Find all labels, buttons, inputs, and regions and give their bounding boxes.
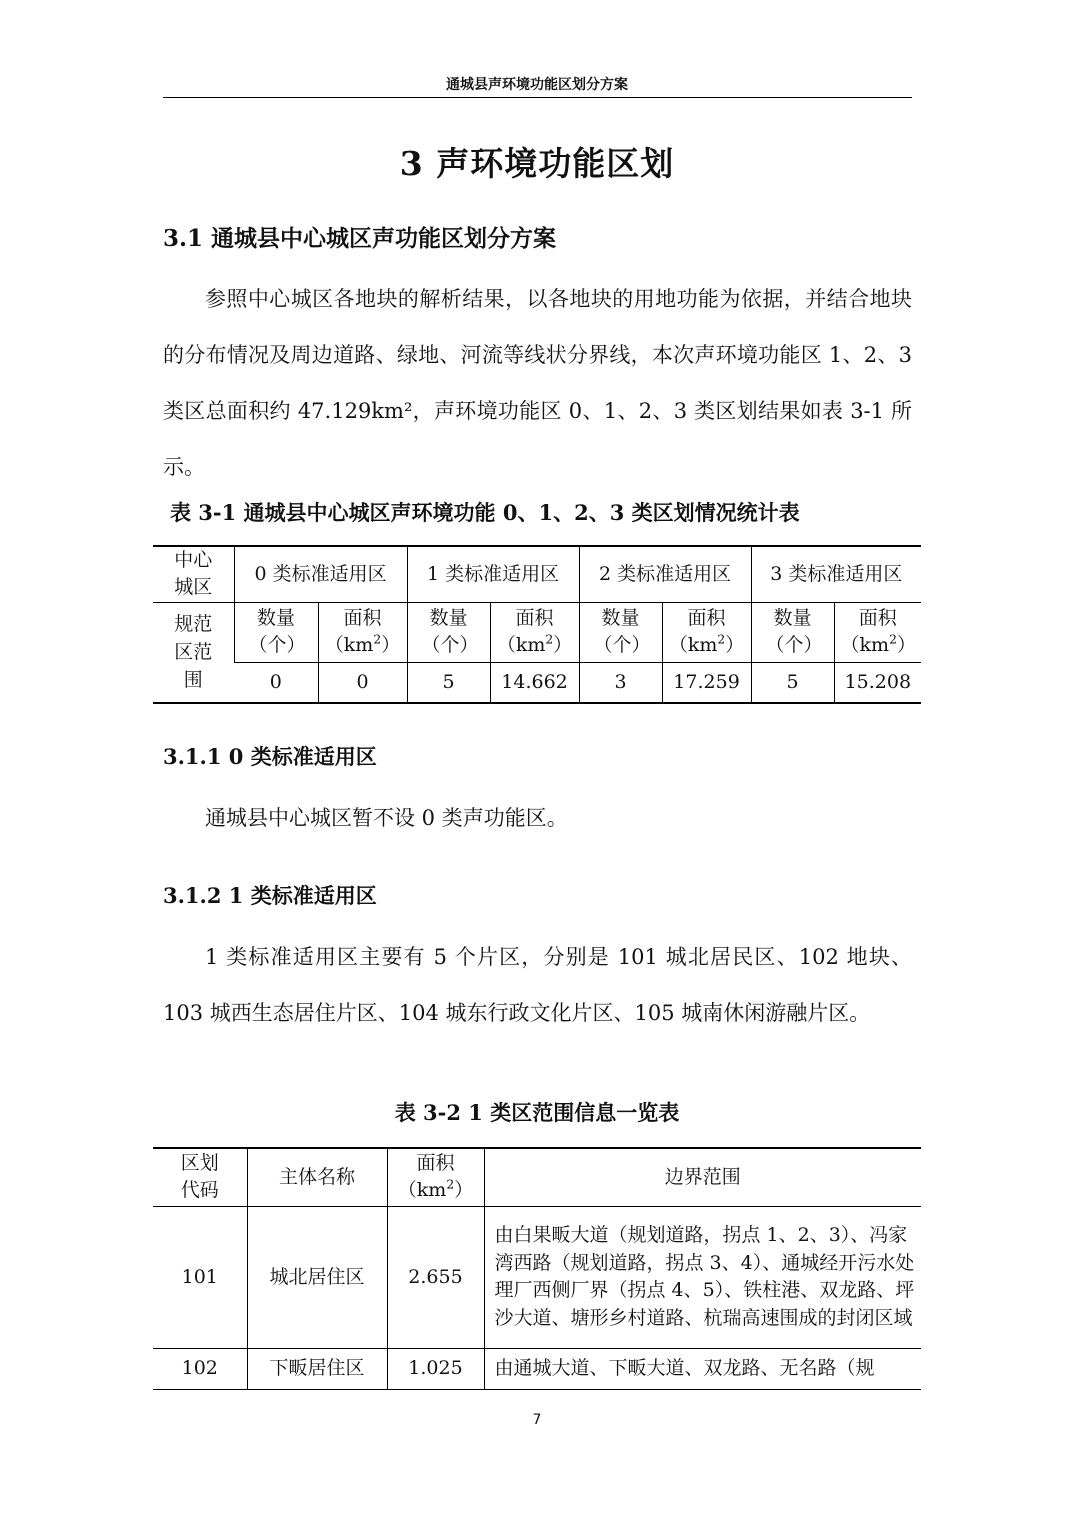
- table-3-2-caption: 表 3-2 1 类区范围信息一览表: [394, 1100, 680, 1125]
- table-cell: 17.259: [662, 662, 751, 703]
- header-rule: [163, 97, 912, 98]
- column-header: 边界范围: [484, 1148, 921, 1206]
- table-cell: 15.208: [834, 662, 921, 703]
- table-cell: 由白果畈大道（规划道路，拐点 1、2、3）、冯家湾西路（规划道路，拐点 3、4）、通城经开污水处理厂西侧厂界（拐点 4、5）、铁柱港、双龙路、坪沙大道、塘形乡村道路、杭瑞高速围成的封闭区域: [484, 1206, 921, 1348]
- count-header: 数量（个）: [234, 602, 318, 662]
- group-header: 0 类标准适用区: [234, 546, 407, 602]
- area-header: 面积$(km^2)$: [490, 602, 579, 662]
- page-number: 7: [532, 1412, 542, 1428]
- column-header: 面积$(km^2)$: [387, 1148, 484, 1206]
- table-cell: 14.662: [490, 662, 579, 703]
- group-header: 2 类标准适用区: [579, 546, 751, 602]
- table-cell: 0: [234, 662, 318, 703]
- count-header: 数量（个）: [751, 602, 834, 662]
- column-header: 区划代码: [180, 1152, 219, 1202]
- table-row-label: 规范区范围: [153, 602, 234, 703]
- section-3-1-1-paragraph: 通城县中心城区暂不设 0 类声功能区。: [205, 806, 568, 830]
- table-3-1: [153, 545, 921, 704]
- chapter-title: 3 声环境功能区划: [399, 144, 675, 183]
- table-3-2: [153, 1147, 921, 1390]
- count-header: 数量（个）: [579, 602, 662, 662]
- section-3-1-2-paragraph: 1 类标准适用区主要有 5 个片区，分别是 101 城北居民区、102 地块、103 城西生态居住片区、104 城东行政文化片区、105 城南休闲游融片区。: [163, 945, 912, 1025]
- table-cell: 101: [153, 1206, 247, 1348]
- section-heading-3-1-1: 3.1.1 0 类标准适用区: [163, 744, 377, 769]
- section-heading-3-1-2: 3.1.2 1 类标准适用区: [163, 883, 377, 908]
- table-cell: 0: [318, 662, 407, 703]
- table-cell: 2.655: [387, 1206, 484, 1348]
- area-header: 面积$(km^2)$: [662, 602, 751, 662]
- column-header: 主体名称: [247, 1148, 387, 1206]
- table-3-1-caption: 表 3-1 通城县中心城区声环境功能 0、1、2、3 类区划情况统计表: [170, 500, 800, 525]
- area-header: 面积$(km^2)$: [834, 602, 921, 662]
- table-cell: 由通城大道、下畈大道、双龙路、无名路（规: [484, 1348, 921, 1389]
- section-3-1-paragraph: 参照中心城区各地块的解析结果，以各地块的用地功能为依据，并结合地块的分布情况及周边道路、绿地、河流等线状分界线，本次声环境功能区 1、2、3 类区总面积约 47.129km²，声环境功能区 0、1、2、3 类区划结果如表 3-1 所示。: [163, 287, 912, 479]
- group-header: 1 类标准适用区: [407, 546, 579, 602]
- running-header: 通城县声环境功能区划分方案: [446, 77, 628, 93]
- table-cell: 3: [579, 662, 662, 703]
- group-header: 3 类标准适用区: [751, 546, 921, 602]
- section-heading-3-1: 3.1 通城县中心城区声功能区划分方案: [163, 225, 557, 252]
- table-cell: 102: [153, 1348, 247, 1389]
- table-cell: 城北居住区: [247, 1206, 387, 1348]
- count-header: 数量（个）: [407, 602, 490, 662]
- area-header: 面积$(km^2)$: [318, 602, 407, 662]
- table-cell: 下畈居住区: [247, 1348, 387, 1389]
- table-corner-label: 中心城区: [174, 549, 213, 599]
- table-cell: 1.025: [387, 1348, 484, 1389]
- table-cell: 5: [407, 662, 490, 703]
- table-cell: 5: [751, 662, 834, 703]
